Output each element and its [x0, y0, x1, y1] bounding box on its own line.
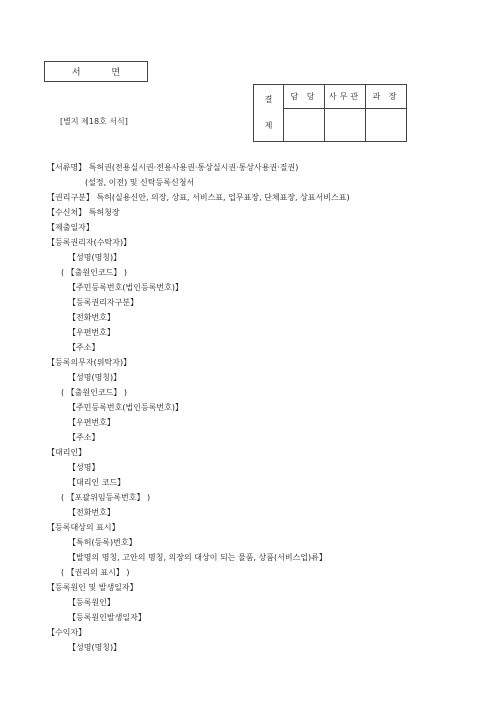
field-invention-title: 【발명의 명칭, 고안의 명칭, 의장의 대상이 되는 물품, 상품(서비스업)류】 [68, 553, 327, 562]
approval-sign-staff [284, 109, 325, 142]
field-holder-id-number: 【주민등록번호(법인등록번호)】 [68, 283, 183, 292]
section-agent: 【대리인】 [47, 448, 87, 457]
section-registration-cause: 【등록원인 및 발생일자】 [47, 583, 138, 592]
form-number: [별지 제18호 서식] [60, 117, 128, 126]
field-holder-address: 【주소】 [68, 343, 100, 352]
field-document-type-continuation: (설정, 이전) 및 신탁등록신청서 [85, 178, 195, 187]
field-registration-cause-date: 【등록원인발생일자】 [68, 613, 146, 622]
field-holder-postal-code: 【우편번호】 [68, 328, 115, 337]
approval-table [253, 84, 407, 142]
approval-header-chief: 과 장 [366, 85, 407, 109]
field-registration-cause: 【등록원인】 [68, 598, 115, 607]
field-holder-applicant-code: ( 【출원인코드】 ) [61, 268, 127, 277]
approval-sign-officer [325, 109, 366, 142]
field-agent-phone: 【전화번호】 [68, 508, 115, 517]
section-beneficiary: 【수익자】 [47, 628, 87, 637]
approval-header-officer: 사무관 [325, 85, 366, 109]
approval-label-cell [254, 85, 284, 142]
field-patent-number: 【특허(등록)번호】 [68, 538, 137, 547]
field-obligor-applicant-code: ( 【출원인코드】 ) [61, 388, 127, 397]
field-submission-date: 【제출일자】 [47, 223, 94, 232]
field-holder-category: 【등록권리자구분】 [68, 298, 139, 307]
field-recipient: 【수신처】 특허청장 [47, 208, 120, 217]
field-right-category: 【권리구분】 특허(실용신안, 의장, 상표, 서비스표, 업무표장, 단체표장, 상표서비스표) [47, 193, 350, 202]
approval-header-staff: 담 당 [284, 85, 325, 109]
field-obligor-name: 【성명(명칭)】 [68, 373, 122, 382]
field-agent-name: 【성명】 [68, 463, 100, 472]
field-agent-code: 【대리인 코드】 [68, 478, 126, 487]
field-holder-name: 【성명(명칭)】 [68, 253, 122, 262]
document-title-box [44, 61, 148, 82]
section-registration-subject: 【등록대상의 표시】 [47, 523, 120, 532]
section-registered-holder: 【등록권리자(수탁자)】 [47, 238, 132, 247]
field-holder-phone: 【전화번호】 [68, 313, 115, 322]
field-agent-general-power-number: ( 【포괄위임등록번호】 ) [61, 493, 151, 502]
approval-label-top: 결 [264, 95, 273, 104]
field-beneficiary-name: 【성명(명칭)】 [68, 643, 122, 652]
approval-sign-chief [366, 109, 407, 142]
section-registered-obligor: 【등록의무자(위탁자)】 [47, 358, 132, 367]
field-right-indication: ( 【권리의 표시】 ) [61, 568, 130, 577]
field-obligor-address: 【주소】 [68, 433, 100, 442]
approval-label-bottom: 제 [264, 121, 273, 130]
field-document-type: 【서류명】 특허권(전용실시권·전용사용권·통상실시권·통상사용권·질권) [47, 163, 299, 172]
field-obligor-postal-code: 【우편번호】 [68, 418, 115, 427]
document-title: 서 면 [71, 68, 135, 78]
field-obligor-id-number: 【주민등록번호(법인등록번호)】 [68, 403, 183, 412]
